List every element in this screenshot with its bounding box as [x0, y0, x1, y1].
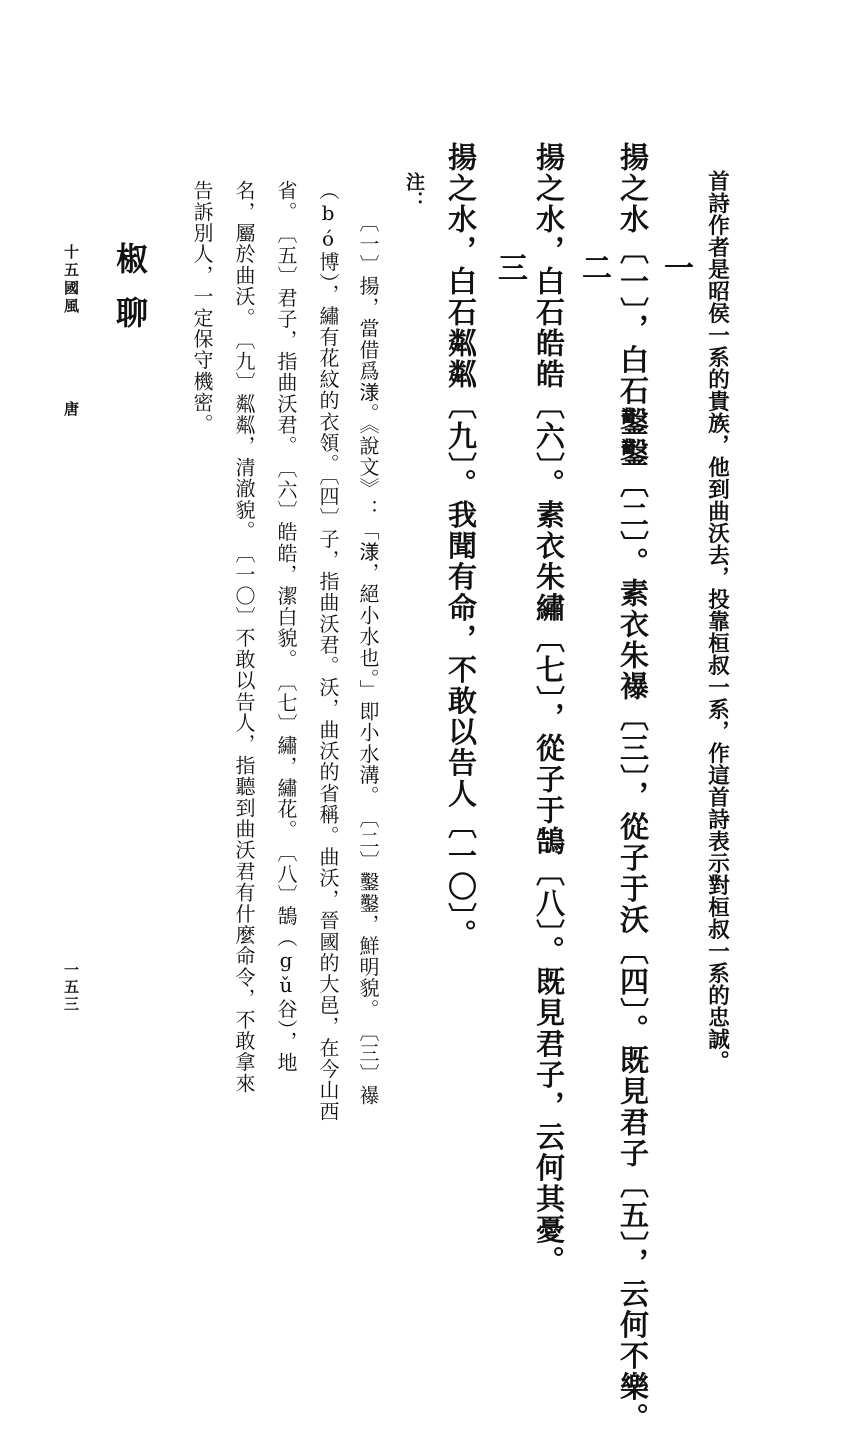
page-number: 一五三: [62, 962, 80, 1013]
section-1-number: 一: [658, 252, 693, 282]
next-poem-title: 椒聊: [111, 242, 149, 350]
note-line-5: 告訴別人，一定保守機密。: [190, 180, 214, 435]
running-head: 十五國風: [62, 244, 80, 316]
section-1-verse: 揚之水〔一〕，白石鑿鑿〔二〕。素衣朱襮〔三〕，從子于沃〔四〕。既見君子〔五〕，云何不樂。: [616, 142, 650, 1434]
section-3-verse: 揚之水，白石粼粼〔九〕。我聞有命，不敢以告人〔一〇〕。: [444, 142, 478, 950]
running-section: 唐: [62, 401, 80, 416]
intro-text: 首詩作者是昭侯一系的貴族，他到曲沃去，投靠桓叔一系，作這首詩表示對桓叔一系的忠誠。: [704, 170, 730, 1072]
section-3-number: 三: [492, 252, 527, 282]
note-line-3: 省。 〔五〕君子，指曲沃君。 〔六〕皓皓，潔白貌。 〔七〕繡，繡花。 〔八〕鵠（gǔ谷），地: [274, 180, 298, 1074]
notes-heading: 注：: [403, 172, 425, 210]
note-line-2: （bó博），繡有花紋的衣領。〔四〕子，指曲沃君。沃，曲沃的省稱。曲沃，晉國的大邑，在今山西: [316, 180, 340, 1122]
section-2-verse: 揚之水，白石皓皓〔六〕。素衣朱繡〔七〕，從子于鵠〔八〕。既見君子，云何其憂。: [532, 142, 566, 1277]
note-line-4: 名，屬於曲沃。 〔九〕粼粼，清澈貌。 〔一〇〕不敢以告人，指聽到曲沃君有什麼命令，不敢拿來: [232, 180, 256, 1094]
note-line-1: 〔一〕揚，當借爲𣻌。《說文》：「𣻌，絕小水也。」即小水溝。 〔二〕鑿鑿，鮮明貌。 〔三〕襮: [356, 212, 380, 1106]
section-2-number: 二: [576, 252, 611, 282]
